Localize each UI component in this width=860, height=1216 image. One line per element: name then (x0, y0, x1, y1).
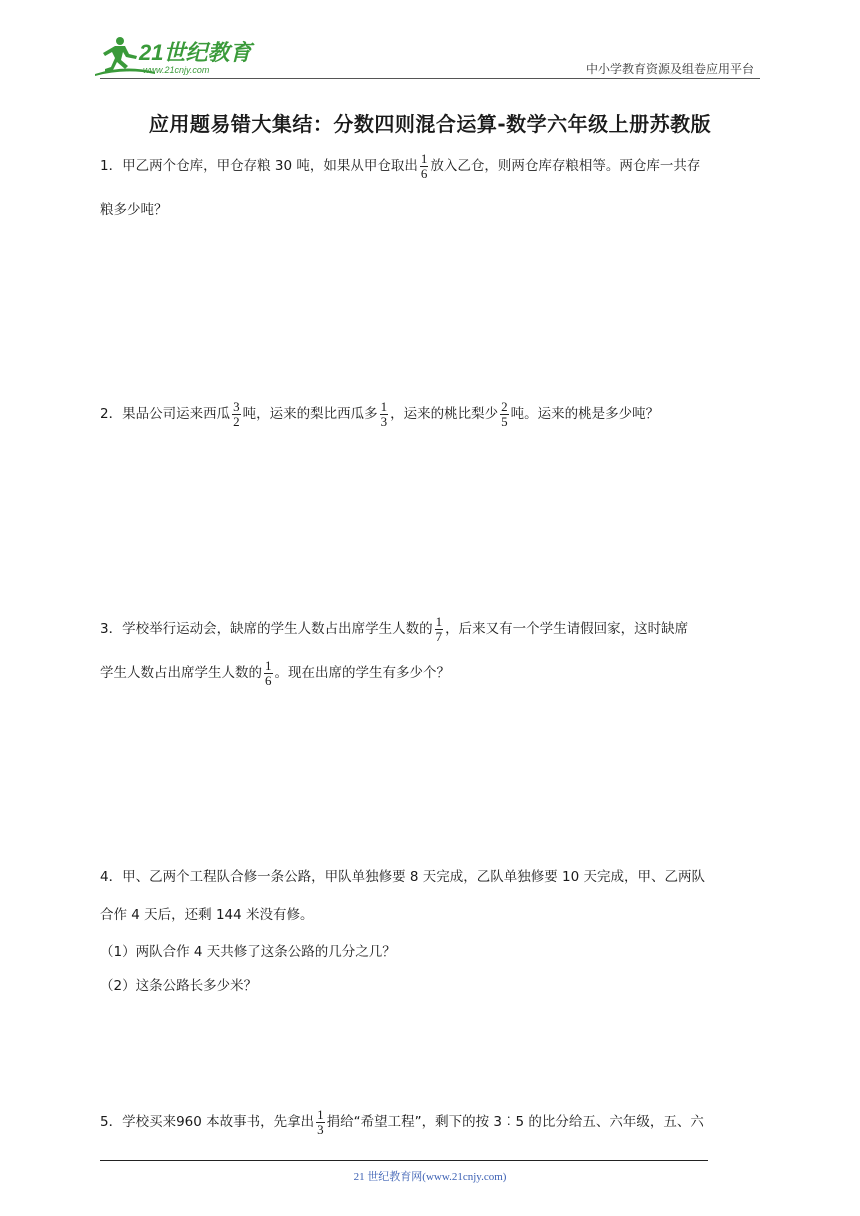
footer-link[interactable]: 21 世纪教育网(www.21cnjy.com) (353, 1171, 507, 1183)
logo-url: www.21cnjy.com (143, 65, 210, 75)
question-text: 甲乙两个仓库，甲仓存粮 30 吨，如果从甲仓取出 (122, 158, 418, 174)
question-2 (100, 392, 762, 436)
question-text: 捐给“希望工程”，剩下的按 3︰5 的比分给五、六年级，五、六 (326, 1114, 704, 1130)
question-1 (100, 144, 762, 232)
site-tagline: 中小学教育资源及组卷应用平台 (585, 62, 754, 76)
question-text: ，运来的桃比梨少 (390, 406, 499, 422)
question-text: 学校举行运动会，缺席的学生人数占出席学生人数的 (122, 621, 433, 637)
question-number: 4． (100, 869, 123, 885)
sub-question-2: （2）这条公路长多少米？ (100, 978, 258, 994)
question-number: 2． (100, 406, 123, 422)
question-number: 1． (100, 158, 123, 174)
footer-divider (100, 1160, 708, 1161)
question-text: 吨。运来的桃是多少吨？ (510, 406, 660, 422)
logo-text: 21世纪教育 (139, 40, 252, 65)
question-text: 甲、乙两个工程队合修一条公路，甲队单独修要 8 天完成，乙队单独修要 10 天完成，甲、乙两队 (122, 869, 706, 885)
document-title: 应用题易错大集结：分数四则混合运算-数学六年级上册苏教版 (148, 112, 712, 136)
question-text: 学生人数占出席学生人数的 (100, 665, 262, 681)
question-text: 。现在出席的学生有多少个？ (274, 665, 450, 681)
fraction: $\frac{1}{3}$ (380, 398, 388, 429)
question-5 (100, 1100, 762, 1144)
question-text: 果品公司运来西瓜 (122, 406, 231, 422)
fraction: $\frac{3}{2}$ (233, 398, 240, 429)
question-number: 3． (100, 621, 123, 637)
question-text: 合作 4 天后，还剩 144 米没有修。 (100, 907, 314, 923)
site-logo (95, 34, 260, 78)
fraction: $\frac{1}{3}$ (317, 1106, 324, 1137)
fraction: $\frac{1}{6}$ (420, 150, 428, 181)
question-text: 粮多少吨？ (100, 202, 168, 218)
question-4 (100, 858, 762, 934)
question-text: 吨，运来的梨比西瓜多 (242, 406, 378, 422)
question-text: 学校买来960 本故事书，先拿出 (122, 1114, 315, 1130)
fraction: $\frac{1}{6}$ (265, 657, 272, 688)
fraction: $\frac{2}{5}$ (501, 398, 508, 429)
header-divider (100, 78, 760, 79)
fraction: $\frac{1}{7}$ (435, 613, 443, 644)
question-number: 5． (100, 1114, 123, 1130)
question-3 (100, 607, 762, 695)
sub-question-1: （1）两队合作 4 天共修了这条公路的几分之几？ (100, 944, 396, 960)
question-text: 放入乙仓，则两仓库存粮相等。两仓库一共存 (430, 158, 701, 174)
question-text: ，后来又有一个学生请假回家，这时缺席 (445, 621, 689, 637)
